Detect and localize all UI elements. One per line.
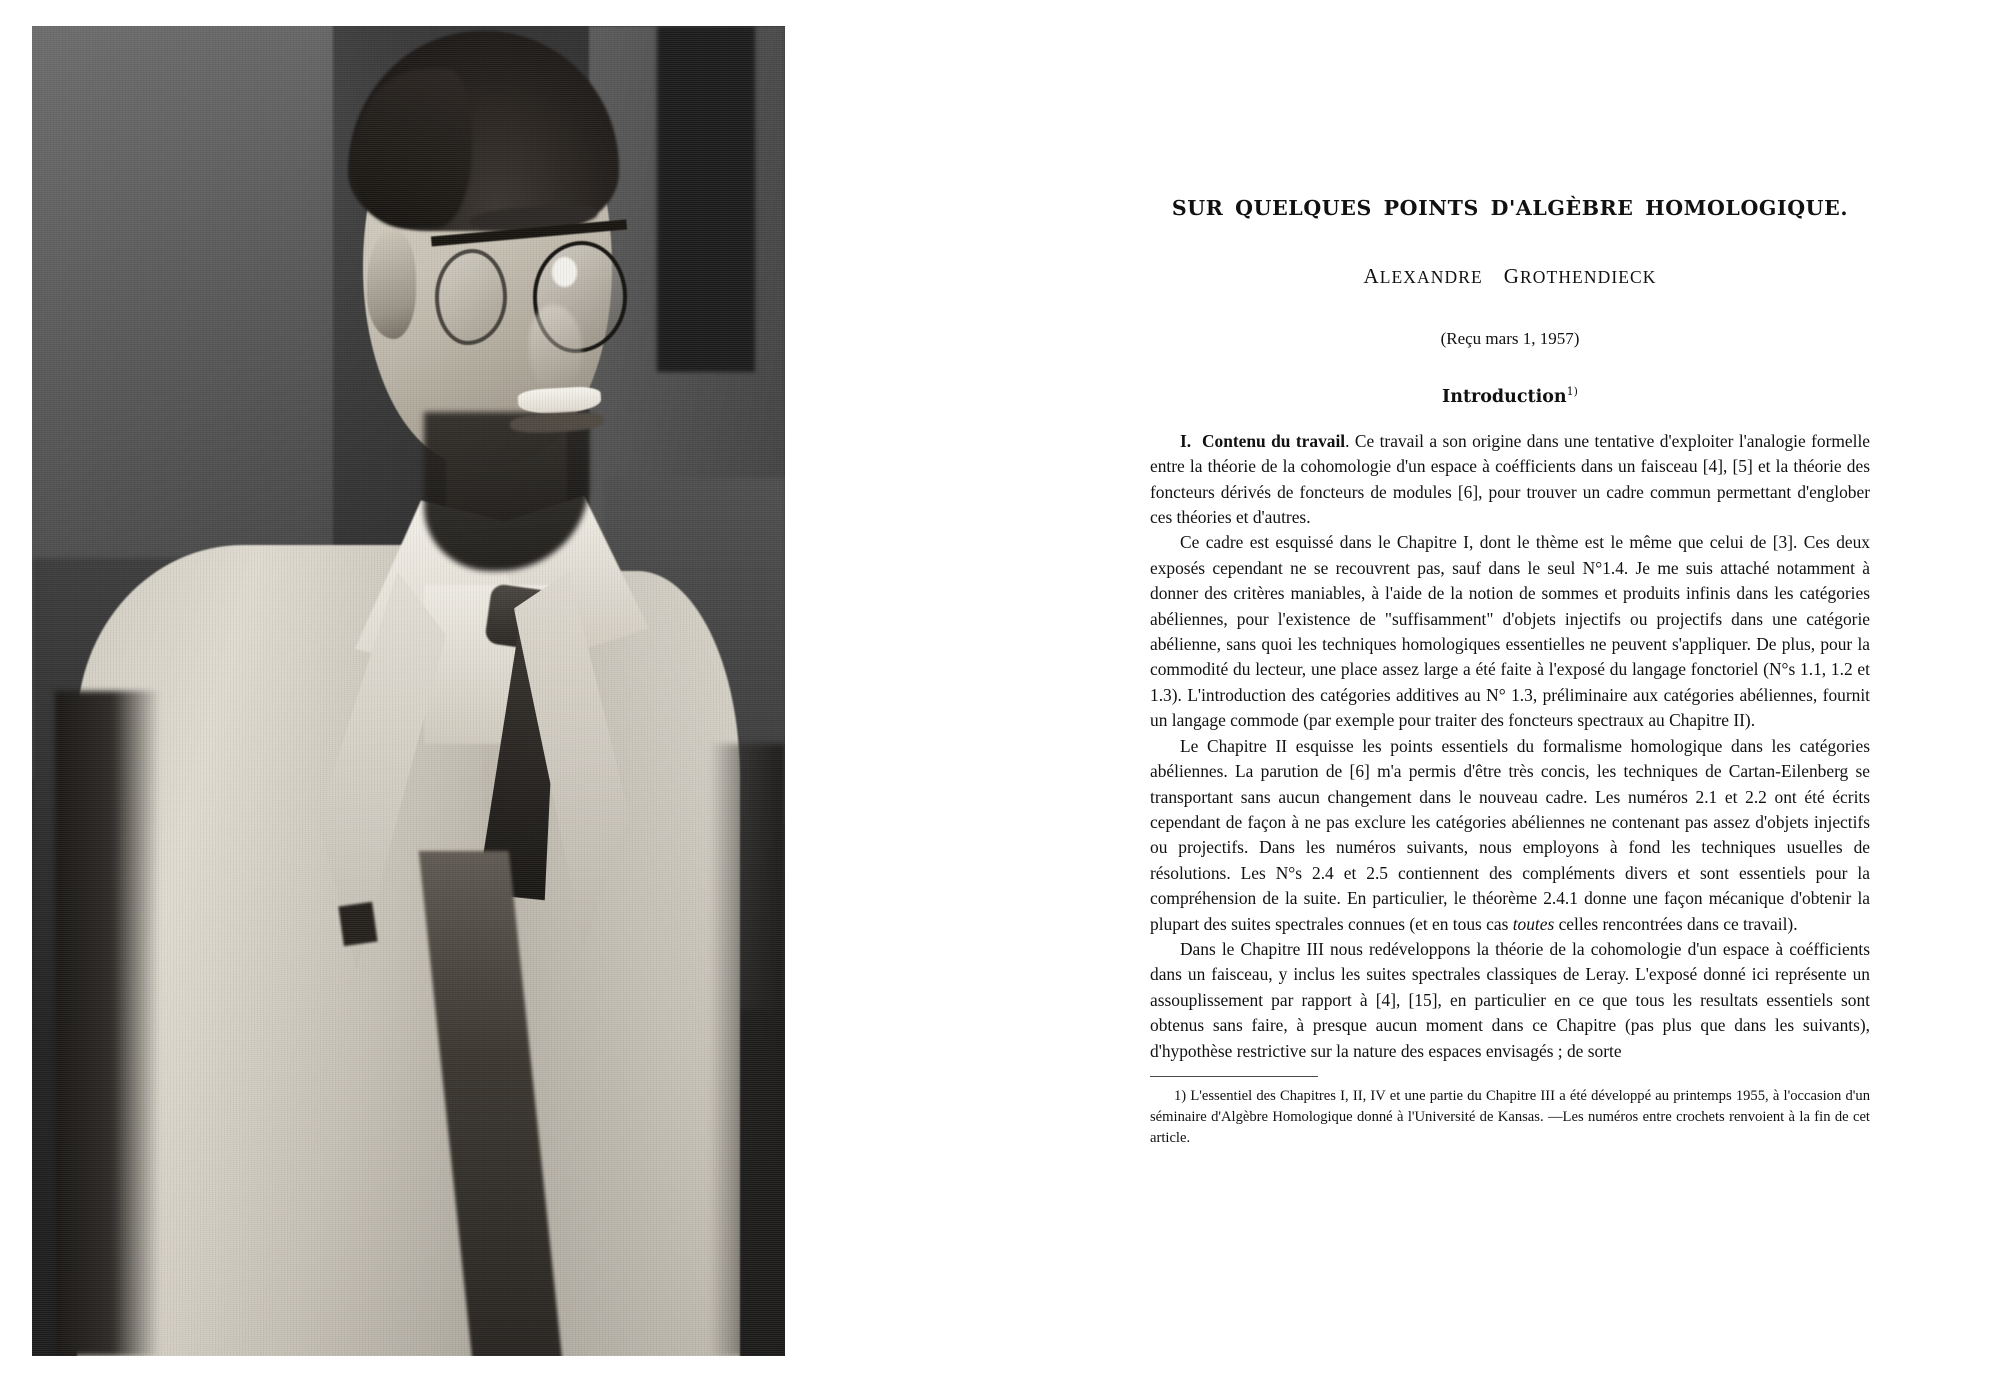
author-surname-initial-g: G — [1503, 264, 1521, 288]
photo-dark-doorway — [657, 26, 755, 372]
author-name-rest: LEXANDRE — [1379, 267, 1483, 287]
paragraph-1-text: . Ce travail a son origine dans une tentative d'exploiter l'analogie formelle entre la théorie de la cohomologie d'un espace à coéfficients dans un faisceau [4], [5] et la théorie des foncteurs dérivés de foncteurs de modules [6], pour trouver un cadre commun permettant d'englober ces théories et d'autres. — [1150, 430, 1871, 528]
author-surname-rest: ROTHENDIECK — [1520, 267, 1657, 287]
author-name-initial-a: A — [1363, 264, 1380, 288]
photo-lens-glint — [552, 257, 578, 286]
paragraph-1 — [1150, 429, 1870, 531]
paragraph-3-emphasis: toutes — [1512, 913, 1555, 934]
footnote-marker: 1) — [1566, 385, 1578, 398]
body-text — [1150, 429, 1870, 1064]
footnote-separator-rule — [1150, 1076, 1318, 1077]
portrait-photograph — [32, 26, 785, 1356]
photo-nose — [529, 305, 582, 391]
paragraph-2-text: Ce cadre est esquissé dans le Chapitre I, dont le thème est le même que celui de [3]. Ces deux exposés cependant ne se recouvrent pas, sauf dans le seul N°1.4. Je me suis attaché notamment à donner des critères maniables, à l'aide de la notion de sommes et produits infinis dans les catégories abéliennes, pour l'existence de "suffisamment" d'objets injectifs ou projectifs dans une catégorie abélienne, sans quoi les techniques homologiques essentielles ne peuvent s'appliquer. De plus, pour la commodité du lecteur, une place assez large a été faite à l'exposé du langage fonctoriel (N°s 1.1, 1.2 et 1.3). L'introduction des catégories additives au N° 1.3, préliminaire aux catégories abéliennes, fournit un langage commode (par exemple pour traiter des foncteurs spectraux au Chapitre II). — [1150, 532, 1870, 731]
page-title: SUR QUELQUES POINTS D'ALGÈBRE HOMOLOGIQUE. — [1171, 196, 1849, 220]
paragraph-3-text-after: celles rencontrées dans ce travail). — [1554, 913, 1798, 934]
section-heading-introduction — [1150, 385, 1870, 407]
photo-right-shadow — [710, 744, 785, 1356]
paragraph-4-text: Dans le Chapitre III nous redéveloppons la théorie de la cohomologie d'un espace à coéfficients dans un faisceau, y inclus les suites spectrales classiques de Leray. L'exposé donné ici représente un assouplissement par rapport à [4], [15], en particulier en ce que tous les resultats essentiels sont obtenus sans faire, à presque aucun moment dans ce Chapitre (pas plus que dans les suivants), d'hypothèse restrictive sur la nature des espaces envisagés ; de sorte — [1150, 938, 1870, 1061]
photo-breast-pocket — [338, 902, 377, 946]
paragraph-1-runin-heading: Contenu du travail — [1201, 430, 1346, 451]
journal-page — [1150, 0, 1870, 1149]
paragraph-3 — [1150, 734, 1870, 937]
paragraph-3-text: Le Chapitre II esquisse les points essentiels du formalisme homologique dans les catégories abéliennes. La parution de [6] m'a permis d'être très concis, les techniques de Cartan-Eilenberg se transportant sans aucun changement dans le nouveau cadre. Les numéros 2.1 et 2.2 ont été écrits cependant de façon à ne pas exclure les catégories abéliennes ne contenant pas assez d'objets injectifs ou projectifs. Dans les numéros suivants, nous employons à fond les techniques usuelles de résolutions. Les N°s 2.4 et 2.5 contiennent des compléments divers et sont essentiels pour la compréhension de la suite. En particulier, le théorème 2.4.1 donne une façon mécanique d'obtenir la plupart des suites spectrales connues (et en tous cas — [1150, 735, 1870, 934]
received-date: (Reçu mars 1, 1957) — [1440, 329, 1580, 348]
paragraph-2 — [1150, 530, 1870, 733]
paragraph-4 — [1150, 937, 1870, 1064]
paragraph-1-number: I. — [1180, 430, 1192, 451]
journal-page-pane — [1000, 0, 2000, 1390]
section-heading-label: Introduction — [1442, 386, 1567, 407]
photo-ear — [367, 232, 416, 338]
photo-left-shadow — [55, 691, 160, 1356]
footnote-1: 1) L'essentiel des Chapitres I, II, IV et une partie du Chapitre III a été développé au printemps 1955, à l'occasion d'un séminaire d'Algèbre Homologique donné à l'Université de Kansas. —Les numéros entre crochets renvoient à la fin de cet article. — [1150, 1087, 1870, 1146]
author-byline — [1150, 264, 1870, 289]
